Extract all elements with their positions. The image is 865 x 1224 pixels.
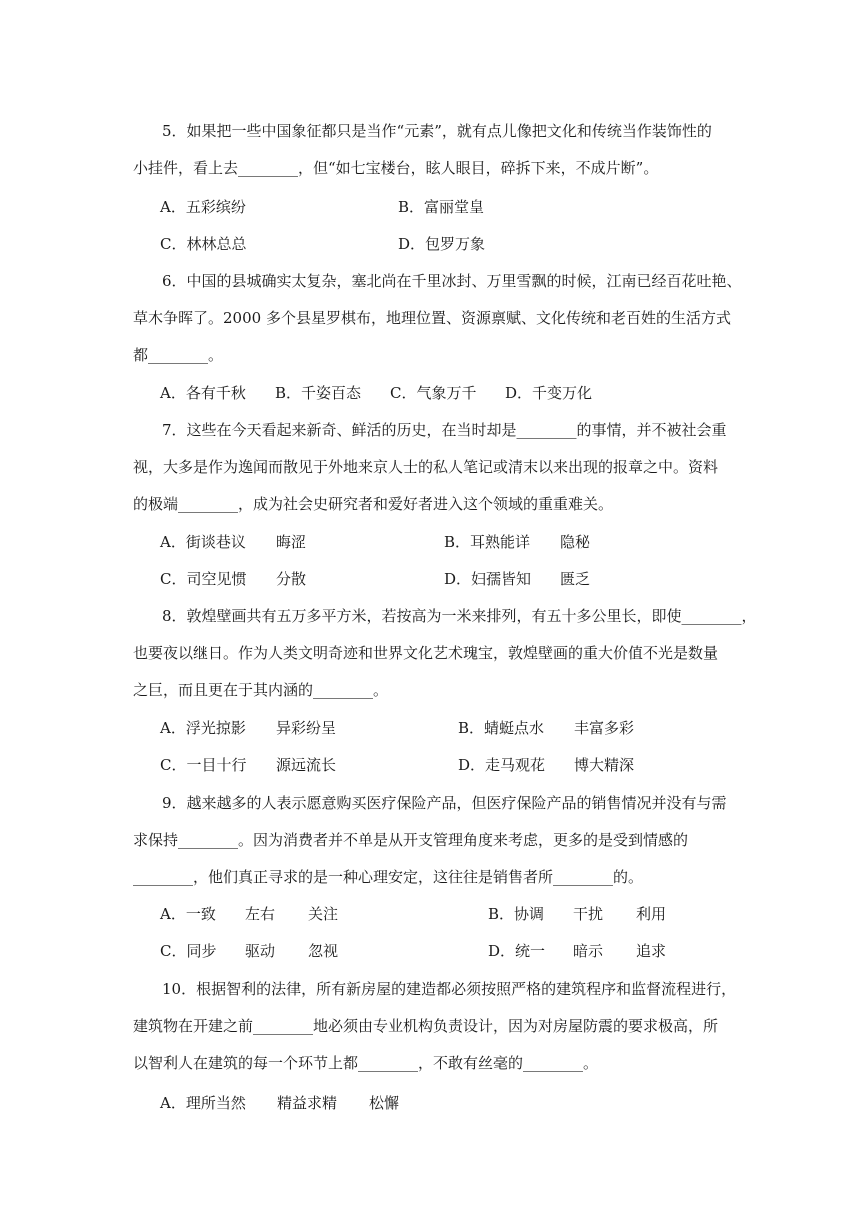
option-a-second: 晦涩 [276,533,307,551]
question-text-line: 5．如果把一些中国象征都只是当作“元素”，就有点儿像把文化和传统当作装饰性的 [162,122,712,140]
option-d: D．妇孺皆知 [444,570,532,588]
option-a: A．五彩缤纷 [160,198,246,216]
option-c-third: 忽视 [308,942,339,960]
option-c-second: 源远流长 [276,756,337,774]
option-c: C．一目十行 [160,756,247,774]
option-d-second: 匮乏 [560,570,591,588]
question-text-line: 以智利人在建筑的每一个环节上都________，不敢有丝毫的________。 [133,1054,599,1072]
option-c-second: 驱动 [245,942,276,960]
option-d: D．包罗万象 [398,235,486,253]
question-text-line: 6．中国的县城确实太复杂，塞北尚在千里冰封、万里雪飘的时候，江南已经百花吐艳、 [162,272,742,290]
question-text-line: 7．这些在今天看起来新奇、鲜活的历史，在当时却是________的事情，并不被社会重 [162,421,727,439]
option-b: B．蜻蜓点水 [458,719,545,737]
option-a: A．各有千秋 [160,384,246,402]
option-b-second: 隐秘 [560,533,591,551]
question-text-line: 建筑物在开建之前________地必须由专业机构负责设计，因为对房屋防震的要求极高，所 [133,1017,719,1035]
option-a: A．街谈巷议 [160,533,246,551]
option-c: C．林林总总 [160,235,247,253]
option-d: D．走马观花 [458,756,546,774]
option-c: C．司空见惯 [160,570,247,588]
option-b: B．富丽堂皇 [398,198,485,216]
question-text-line: 求保持________。因为消费者并不单是从开支管理角度来考虑，更多的是受到情感的 [133,831,689,849]
option-d: D．统一 [488,942,546,960]
option-a-second: 左右 [245,905,276,923]
question-text-line: 10．根据智利的法律，所有新房屋的建造都必须按照严格的建筑程序和监督流程进行， [162,980,737,998]
question-text-line: 8．敦煌壁画共有五万多平方米，若按高为一米来排列，有五十多公里长，即使________， [162,607,757,625]
option-a-third: 关注 [308,905,339,923]
question-text-line: 都________。 [133,346,224,364]
option-a-second: 异彩纷呈 [276,719,337,737]
question-text-line: ________，他们真正寻求的是一种心理安定，这往往是销售者所________的。 [133,868,644,886]
option-d-third: 追求 [636,942,667,960]
option-b: B．千姿百态 [275,384,362,402]
option-c: C．气象万千 [390,384,477,402]
question-text-line: 小挂件，看上去________，但“如七宝楼台，眩人眼目，碎拆下来，不成片断”。 [133,159,659,177]
option-b: B．耳熟能详 [444,533,531,551]
option-a: A．一致 [160,905,216,923]
option-a-third: 松懈 [369,1094,400,1112]
option-b-second: 丰富多彩 [574,719,635,737]
question-text-line: 的极端________，成为社会史研究者和爱好者进入这个领域的重重难关。 [133,495,614,513]
question-text-line: 视，大多是作为逸闻而散见于外地来京人士的私人笔记或清末以来出现的报章之中。资料 [133,458,719,476]
option-d: D．千变万化 [505,384,593,402]
question-text-line: 草木争晖了。2000 多个县星罗棋布，地理位置、资源禀赋、文化传统和老百姓的生活方式 [133,309,731,327]
question-text-line: 之巨，而且更在于其内涵的________。 [133,681,389,699]
option-a: A．浮光掠影 [160,719,246,737]
option-a-second: 精益求精 [277,1094,338,1112]
question-text-line: 9．越来越多的人表示愿意购买医疗保险产品，但医疗保险产品的销售情况并没有与需 [162,794,727,812]
option-a: A．理所当然 [160,1094,246,1112]
option-b-third: 利用 [636,905,667,923]
option-c: C．同步 [160,942,217,960]
option-d-second: 博大精深 [574,756,635,774]
question-text-line: 也要夜以继日。作为人类文明奇迹和世界文化艺术瑰宝，敦煌壁画的重大价值不光是数量 [133,644,719,662]
option-d-second: 暗示 [573,942,604,960]
option-b: B．协调 [488,905,545,923]
option-c-second: 分散 [276,570,307,588]
option-b-second: 干扰 [573,905,604,923]
